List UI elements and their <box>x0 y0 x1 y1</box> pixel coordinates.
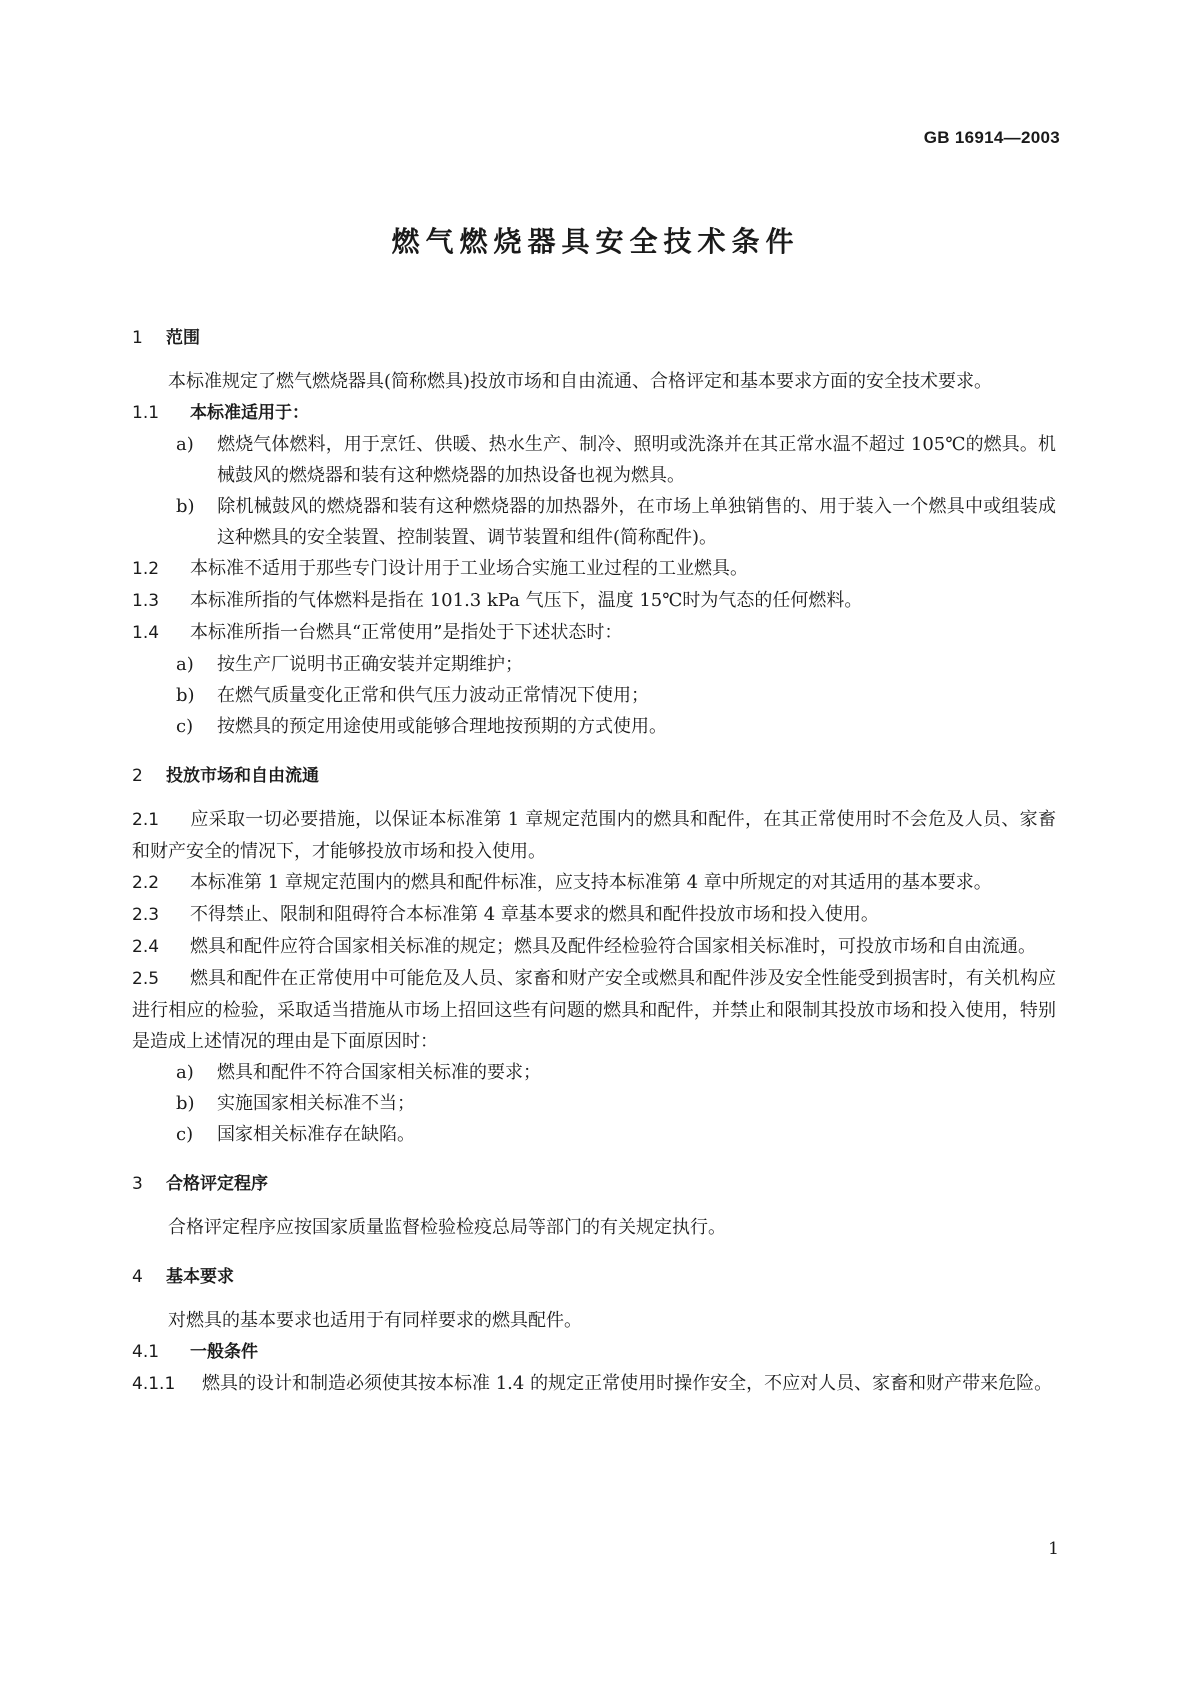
list-text: 国家相关标准存在缺陷。 <box>217 1124 415 1145</box>
standard-code: GB 16914—2003 <box>923 128 1060 147</box>
clause-number: 1.3 <box>132 591 160 611</box>
list-item <box>132 429 1056 491</box>
section-number: 1 <box>132 328 143 348</box>
section-title: 投放市场和自由流通 <box>166 766 319 786</box>
clause-2-3 <box>132 899 1056 931</box>
list-text: 燃烧气体燃料，用于烹饪、供暖、热水生产、制冷、照明或洗涤并在其正常水温不超过 105℃的燃具。机械鼓风的燃烧器和装有这种燃烧器的加热设备也视为燃具。 <box>217 434 1056 486</box>
clause-number: 2.5 <box>132 969 160 989</box>
clause-heading: 本标准适用于： <box>190 403 309 423</box>
list-label: c) <box>176 716 194 737</box>
section-4-intro: 对燃具的基本要求也适用于有同样要求的燃具配件。 <box>168 1310 582 1331</box>
clause-text: 不得禁止、限制和阻碍符合本标准第 4 章基本要求的燃具和配件投放市场和投入使用。 <box>190 904 879 925</box>
page-number: 1 <box>1048 1539 1059 1559</box>
clause-text: 燃具和配件应符合国家相关标准的规定；燃具及配件经检验符合国家相关标准时，可投放市场和自由流通。 <box>190 936 1036 957</box>
clause-text: 本标准不适用于那些专门设计用于工业场合实施工业过程的工业燃具。 <box>190 558 748 579</box>
list-label: b) <box>176 496 195 517</box>
section-number: 4 <box>132 1267 143 1287</box>
section-3-intro: 合格评定程序应按国家质量监督检验检疫总局等部门的有关规定执行。 <box>168 1217 726 1238</box>
list-label: b) <box>176 1093 195 1114</box>
list-text: 在燃气质量变化正常和供气压力波动正常情况下使用； <box>217 685 649 706</box>
section-number: 3 <box>132 1174 143 1194</box>
clause-number: 1.2 <box>132 559 160 579</box>
clause-text: 燃具和配件在正常使用中可能危及人员、家畜和财产安全或燃具和配件涉及安全性能受到损害时，有关机构应进行相应的检验，采取适当措施从市场上招回这些有问题的燃具和配件，并禁止和限制其投放市场和投入使用，特别是造成上述情况的理由是下面原因时： <box>132 968 1056 1052</box>
clause-heading: 一般条件 <box>190 1342 258 1362</box>
list-label: a) <box>176 1062 194 1083</box>
section-3-heading <box>132 1168 1056 1200</box>
clause-number: 4.1 <box>132 1342 160 1362</box>
list-label: c) <box>176 1124 194 1145</box>
clause-1-4 <box>132 617 1056 649</box>
section-4-heading <box>132 1261 1056 1293</box>
section-title: 范围 <box>166 328 200 348</box>
document-title: 燃气燃烧器具安全技术条件 <box>391 225 800 258</box>
clause-text: 本标准所指的气体燃料是指在 101.3 kPa 气压下，温度 15℃时为气态的任何燃料。 <box>190 590 863 611</box>
clause-2-5 <box>132 963 1056 1057</box>
clause-4-1 <box>132 1336 1056 1368</box>
clause-2-2 <box>132 867 1056 899</box>
list-item <box>132 1088 1056 1119</box>
list-item <box>132 680 1056 711</box>
clause-number: 1.1 <box>132 403 160 423</box>
list-label: b) <box>176 685 195 706</box>
clause-4-1-1 <box>132 1368 1056 1400</box>
clause-number: 2.2 <box>132 873 160 893</box>
section-title: 基本要求 <box>166 1267 234 1287</box>
section-1-heading <box>132 322 1056 354</box>
clause-2-4 <box>132 931 1056 963</box>
list-text: 除机械鼓风的燃烧器和装有这种燃烧器的加热器外，在市场上单独销售的、用于装入一个燃具中或组装成这种燃具的安全装置、控制装置、调节装置和组件(简称配件)。 <box>217 496 1056 548</box>
clause-number: 4.1.1 <box>132 1374 176 1394</box>
clause-1-1 <box>132 397 1056 429</box>
section-number: 2 <box>132 766 143 786</box>
list-item <box>132 711 1056 742</box>
clause-number: 2.3 <box>132 905 160 925</box>
list-text: 按燃具的预定用途使用或能够合理地按预期的方式使用。 <box>217 716 667 737</box>
list-text: 实施国家相关标准不当； <box>217 1093 415 1114</box>
clause-text: 本标准所指一台燃具“正常使用”是指处于下述状态时： <box>190 622 623 643</box>
clause-text: 应采取一切必要措施，以保证本标准第 1 章规定范围内的燃具和配件，在其正常使用时不会危及人员、家畜和财产安全的情况下，才能够投放市场和投入使用。 <box>132 809 1056 862</box>
list-label: a) <box>176 654 194 675</box>
list-text: 燃具和配件不符合国家相关标准的要求； <box>217 1062 541 1083</box>
list-label: a) <box>176 434 194 455</box>
clause-text: 本标准第 1 章规定范围内的燃具和配件标准，应支持本标准第 4 章中所规定的对其适用的基本要求。 <box>190 872 992 893</box>
clause-text: 燃具的设计和制造必须使其按本标准 1.4 的规定正常使用时操作安全，不应对人员、家畜和财产带来危险。 <box>202 1373 1053 1394</box>
list-item <box>132 1057 1056 1088</box>
document-body <box>132 322 1056 1400</box>
clause-number: 2.1 <box>132 810 160 830</box>
list-item <box>132 649 1056 680</box>
clause-2-1 <box>132 804 1056 867</box>
section-title: 合格评定程序 <box>166 1174 268 1194</box>
clause-number: 2.4 <box>132 937 160 957</box>
clause-number: 1.4 <box>132 623 160 643</box>
section-1-intro: 本标准规定了燃气燃烧器具(简称燃具)投放市场和自由流通、合格评定和基本要求方面的安全技术要求。 <box>168 371 993 392</box>
list-item <box>132 1119 1056 1150</box>
clause-1-2 <box>132 553 1056 585</box>
section-2-heading <box>132 760 1056 792</box>
list-item <box>132 491 1056 553</box>
list-text: 按生产厂说明书正确安装并定期维护； <box>217 654 523 675</box>
clause-1-3 <box>132 585 1056 617</box>
